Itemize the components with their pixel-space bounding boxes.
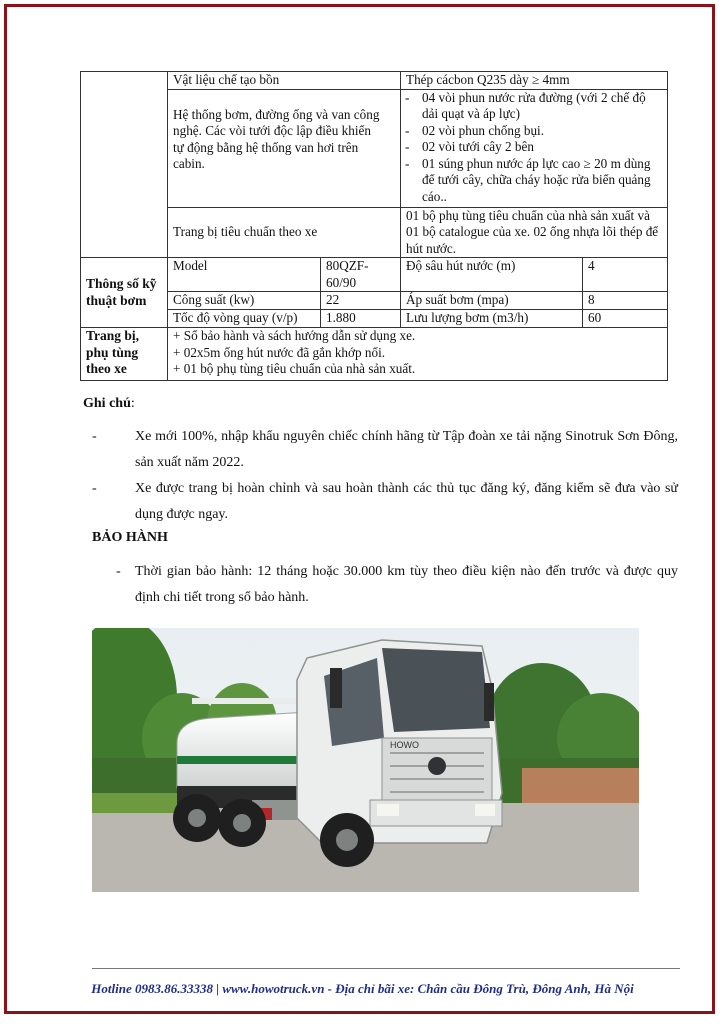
tank-green-stripe	[177, 756, 307, 764]
rear-hub-1	[188, 809, 206, 827]
nozzle-list-cell	[401, 89, 668, 207]
pump-value: 80QZF-60/90	[321, 258, 401, 292]
brand-logo	[428, 757, 446, 775]
pump-value: 8	[583, 292, 668, 310]
table-row	[81, 72, 668, 90]
truck-photo	[92, 628, 639, 892]
tank-rail	[192, 698, 302, 704]
side-mirror	[330, 668, 342, 708]
pump-key: Model	[168, 258, 321, 292]
table-row	[81, 292, 668, 310]
pump-value: 22	[321, 292, 401, 310]
equipment-header: Trang bị, phụ tùng theo xe	[81, 328, 168, 381]
pump-value: 4	[583, 258, 668, 292]
bullet-dash: -	[116, 564, 121, 579]
equipment-list-cell	[168, 328, 668, 381]
pump-value: 1.880	[321, 310, 401, 328]
notes-title-text: Ghi chú	[83, 396, 131, 411]
standard-equipment-label: Trang bị tiêu chuẩn theo xe	[168, 207, 401, 258]
pump-system-label: Hệ thống bơm, đường ống và van công nghệ. Các vòi tưới độc lập điều khiển tự động bằng hệ thống van hơi trên cabin.	[173, 106, 380, 171]
pump-key: Tốc độ vòng quay (v/p)	[168, 310, 321, 328]
pump-key: Công suất (kw)	[168, 292, 321, 310]
truck-illustration	[92, 628, 639, 892]
list-item: + 02x5m ống hút nước đã gắn khớp nối.	[173, 344, 386, 360]
pump-value: 60	[583, 310, 668, 328]
table-row	[81, 258, 668, 292]
tank-material-value: Thép cácbon Q235 dày ≥ 4mm	[401, 72, 668, 90]
empty-category-cell	[81, 72, 168, 258]
rear-hub-2	[233, 814, 251, 832]
front-hub	[336, 829, 358, 851]
standard-equipment-value: 01 bộ phụ tùng tiêu chuẩn của nhà sản xuất và 01 bộ catalogue của xe. 02 ống nhựa lõi thép để hút nước.	[401, 207, 668, 258]
list-item: + Sổ bảo hành và sách hướng dẫn sử dụng xe.	[173, 328, 416, 343]
list-item: - 04 vòi phun nước rửa đường (với 2 chế độ dải quạt và áp lực)	[405, 90, 662, 123]
notes-title	[83, 396, 135, 412]
list-item: - 01 súng phun nước áp lực cao ≥ 20 m dùng để tưới cây, chữa cháy hoặc rửa biển quảng cáo..	[405, 156, 662, 206]
note-item-1: Xe mới 100%, nhập khẩu nguyên chiếc chính hãng từ Tập đoàn xe tải nặng Sinotruk Sơn Đông, sản xuất năm 2022.	[135, 429, 678, 470]
table-row	[81, 310, 668, 328]
brand-text: HOWO	[390, 740, 419, 750]
notes-title-colon: :	[130, 396, 135, 411]
footer-contact: Hotline 0983.86.33338 | www.howotruck.vn - Địa chỉ bãi xe: Chân cầu Đông Trù, Đông Anh, Hà Nội	[91, 981, 634, 996]
warranty-heading: BẢO HÀNH	[92, 530, 168, 545]
pump-specs-header: Thông số kỹ thuật bơm	[81, 258, 168, 328]
bullet-dash: -	[92, 481, 97, 496]
side-mirror-right	[484, 683, 494, 721]
nozzle-list	[405, 90, 662, 206]
pump-key: Áp suất bơm (mpa)	[401, 292, 583, 310]
water-tank	[177, 712, 307, 788]
list-item: - 02 vòi phun chống bụi.	[405, 123, 662, 140]
table-row	[81, 89, 668, 207]
warranty-text: Thời gian bảo hành: 12 tháng hoặc 30.000 km tùy theo điều kiện nào đến trước và được quy định chi tiết trong sổ bảo hành.	[135, 564, 678, 605]
note-item-2: Xe được trang bị hoàn chỉnh và sau hoàn thành các thủ tục đăng ký, đăng kiểm sẽ đưa vào sử dụng được ngay.	[135, 481, 678, 522]
list-item: - 02 vòi tưới cây 2 bên	[405, 139, 662, 156]
list-item: + 01 bộ phụ tùng tiêu chuẩn của nhà sản xuất.	[173, 361, 416, 376]
spec-table	[80, 71, 668, 381]
pump-system-label-cell	[168, 89, 401, 207]
table-row	[81, 328, 668, 381]
table-row	[81, 207, 668, 258]
headlight-left	[377, 804, 399, 816]
bullet-dash: -	[92, 429, 97, 444]
pump-key: Độ sâu hút nước (m)	[401, 258, 583, 292]
headlight-right	[475, 804, 495, 816]
pump-key: Lưu lượng bơm (m3/h)	[401, 310, 583, 328]
tank-material-label: Vật liệu chế tạo bồn	[168, 72, 401, 90]
footer-divider	[92, 968, 680, 969]
windshield	[382, 648, 490, 732]
